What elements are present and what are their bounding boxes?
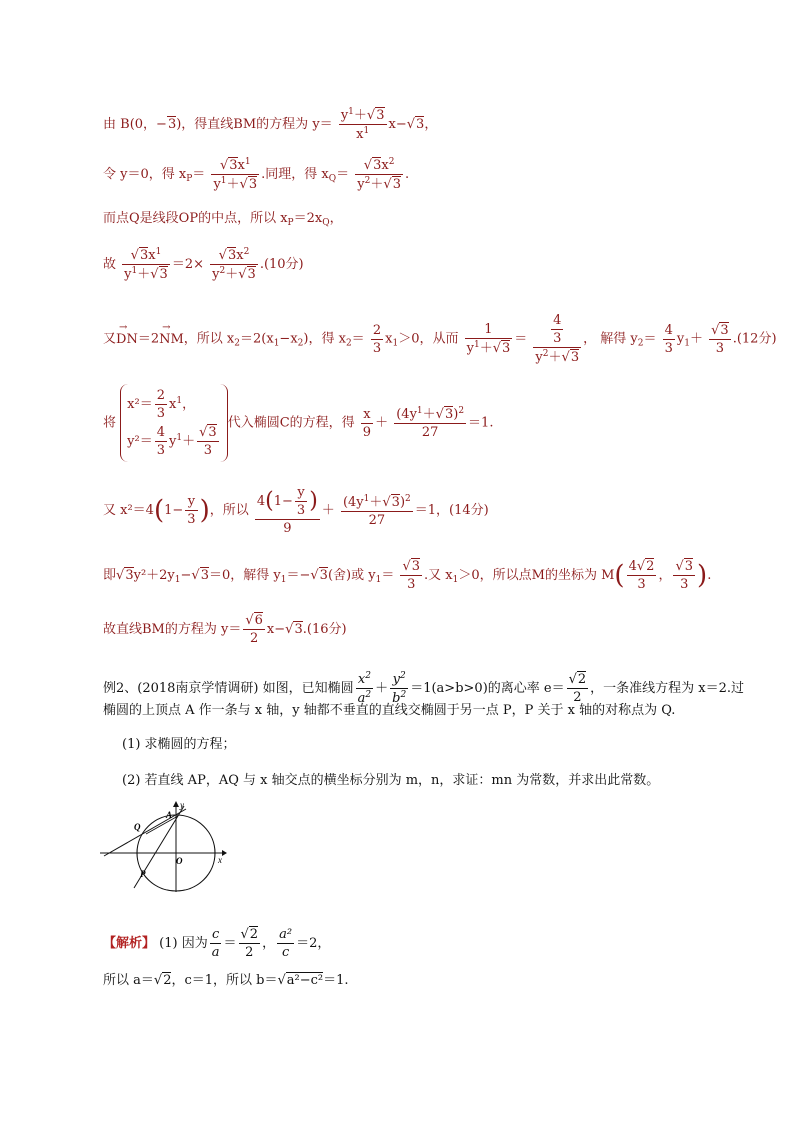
t: 2 (573, 690, 582, 705)
t: x− (266, 622, 286, 637)
t: a (211, 945, 220, 960)
t: ＋ (226, 177, 240, 192)
y-axis-arrow (173, 801, 179, 807)
t: ＋ (689, 331, 703, 347)
t: 即 (103, 568, 117, 583)
fraction (361, 408, 373, 439)
fraction: $\frac{√3}{3}$ (402, 559, 421, 592)
t: ＋ (353, 108, 367, 123)
t: ＝ (139, 397, 153, 412)
t: ， 解得 y (583, 331, 638, 347)
analysis-line1 (103, 928, 330, 959)
t: ＝1. (323, 973, 349, 988)
t: ＝0，解得 y (208, 568, 281, 583)
t: 2 (245, 945, 254, 960)
t: ＝ (643, 331, 657, 347)
fraction: $\frac{√3x^2}{y^2+√3}$ (357, 157, 401, 192)
t: 将 (103, 415, 117, 431)
t: ＝1. (468, 415, 494, 431)
text: 由 (103, 117, 117, 132)
line-aq (104, 809, 186, 856)
t: ＝2(x (240, 331, 274, 347)
eq-line-bm-first: 由 B(0，−3)，得直线BM的方程为 y＝ $\frac{y^1+√3}{x^1}$ x−√3， (103, 107, 438, 142)
line-aq2 (146, 816, 178, 834)
t: (1) 因为 (159, 936, 208, 951)
ellipse-figure (100, 800, 230, 895)
eq-line-xp-xq (103, 158, 409, 191)
t: ＝− (286, 568, 311, 583)
label-q: Q (134, 822, 141, 832)
fraction: $\frac{1}{y^1+√3}$ (466, 322, 511, 356)
t: ＋ (375, 681, 389, 696)
question-2 (122, 774, 659, 787)
fraction: $\frac{√2}{2}$ (568, 672, 587, 705)
label-o: O (176, 856, 183, 866)
t: P (287, 218, 294, 228)
label-a: A (166, 810, 173, 820)
t: 例2、(2018南京学情调研) 如图，已知椭圆 (103, 681, 354, 696)
t: x (381, 158, 389, 173)
t: x (356, 127, 364, 142)
t: y (127, 434, 135, 449)
example2-line1 (103, 672, 744, 705)
t: 27 (421, 425, 439, 440)
vector-nm: → NM (159, 321, 184, 347)
t: 1 (465, 323, 513, 339)
t: y²＋2y (133, 568, 175, 583)
t: x (237, 158, 245, 173)
t: 3 (187, 512, 196, 527)
solve-line: 即$√3y^2+2y_1-√3=0$，解得 $y_1=-√3$(舍)或 $y_1=$ $\frac{√3}{3}$ .又 $x_1>0$，所以点M的坐标为 M( $\frac{4√2}{3}$ ， $\frac{√3}{3}$ ). (103, 559, 712, 592)
t: 2 (577, 672, 587, 687)
t: 代入椭圆C的方程，得 (227, 415, 355, 431)
fraction: $\frac{√3}{3}$ (711, 322, 729, 356)
t: 2 (163, 973, 172, 988)
x-axis-arrow (222, 850, 227, 856)
t: 1− (164, 503, 184, 518)
t: 又 (103, 331, 117, 347)
score-tag: .(12分) (732, 331, 777, 347)
t: 3 (229, 158, 238, 173)
final-bm-line: 故直线BM的方程为 y＝ $\frac{√6}{2}$ x−√3.(16分) (103, 613, 347, 646)
t: ＞0，所以点M的坐标为 M (458, 568, 615, 583)
t: y (185, 495, 197, 511)
eq-line-12: 又 → DN＝2 → NM，所以 $x_2=2(x_1-x_2)$，得 $x_2=$ $\frac{2}{3}$ $x_1>0$，从而 $\frac{1}{y^1+√3}$ ＝ $\frac{\frac{4}{3}}{y^2+√3}$ ， 解得 $y_2=$ $\frac{4}{3}$ $y_1+$ $\frac{√3}{3}$ .(12分) (103, 313, 777, 365)
t: .同理，得 x (261, 167, 329, 182)
t: ， (424, 117, 438, 132)
t: y (676, 331, 685, 347)
t: 9 (362, 424, 372, 440)
text: B(0，− (120, 117, 167, 132)
t: 又 x²＝4 (103, 503, 154, 518)
t: 4 (628, 559, 637, 574)
text: )，得直线BM的方程为 (176, 117, 309, 132)
t: ， (658, 568, 672, 583)
t: 3 (376, 108, 385, 123)
fraction: $\frac{√3}{3}$ (675, 559, 694, 592)
t: ，所以 x (183, 331, 235, 347)
t: (2) 若直线 AP，AQ 与 x 轴交点的横坐标分别为 m，n，求证：mn 为常数，并求出此常数。 (122, 773, 660, 788)
t: x (385, 331, 393, 347)
t: ，c＝1，所以 b＝ (171, 973, 278, 988)
t: ＝2× (171, 257, 204, 272)
t: 27 (368, 512, 386, 528)
label-y: y (180, 800, 184, 810)
t: (4y (396, 407, 417, 422)
t: x (127, 397, 135, 412)
t: ＞0，从而 (398, 331, 459, 347)
fraction: $\frac{y^2}{b^2}$ (392, 671, 407, 706)
t: a² (279, 927, 293, 942)
t: ， (262, 936, 276, 951)
fraction: $\frac{√2}{2}$ (240, 927, 259, 960)
t: NM (159, 331, 184, 347)
fraction: $\frac{√6}{2}$ (245, 613, 263, 646)
fraction: $\frac{(4y^1+√3)^2}{27}$ (396, 406, 465, 440)
t: ＋ (370, 177, 384, 192)
t: 4 (256, 494, 266, 509)
t: 3 (392, 177, 401, 192)
t: )，得 x (303, 331, 346, 347)
t: 2 (249, 927, 259, 942)
t: ＝2， (296, 936, 331, 951)
fraction: $\frac{√3x^1}{y^1+√3}$ (213, 157, 258, 192)
t: a (357, 691, 366, 706)
fraction: $\frac{y^1+√3}{x^1}$ (340, 107, 385, 142)
t: −x (279, 331, 298, 347)
fraction: $\frac{√3x^2}{y^2+√3}$ (212, 247, 256, 282)
fraction: 4(1− $\frac{y}{3}$ ) 9 (256, 485, 318, 536)
t: 9 (283, 521, 292, 536)
label-p: P (140, 869, 146, 879)
t: 3 (553, 331, 562, 346)
fraction: $\frac{\frac{4}{3}}{y^2+√3}$ (535, 313, 580, 365)
t: ) (453, 407, 459, 422)
label-x: x (218, 855, 222, 865)
t: 椭圆的上顶点 A 作一条与 x 轴，y 轴都不垂直的直线交椭圆于另一点 P，P 关于 x 轴的对称点为 Q. (103, 703, 676, 718)
t: 故 (103, 257, 117, 272)
t: y (340, 108, 349, 123)
t: ＝ (381, 568, 395, 583)
t: 4 (553, 313, 562, 328)
score-tag: .(16分) (302, 622, 347, 637)
t: c (281, 945, 290, 960)
t: ， (329, 211, 343, 226)
t: ＝2 (137, 331, 160, 347)
t: 所以 a＝ (103, 973, 154, 988)
fraction: $\frac{x^2}{a^2}$ (357, 671, 372, 706)
fraction: $\frac{2}{3}$ (372, 322, 382, 356)
t: ，所以 (209, 503, 249, 518)
fraction (185, 495, 197, 526)
t: . (707, 568, 712, 583)
t: b (392, 691, 401, 706)
t: y (392, 672, 400, 687)
question-1 (122, 738, 236, 751)
t: y (213, 177, 221, 192)
t: ＝ (351, 331, 365, 347)
t: Q (322, 218, 330, 228)
example2-line2 (103, 704, 675, 717)
eq-line-10 (103, 248, 304, 281)
t: 而点Q是线段OP的中点，所以 x (103, 211, 288, 226)
t: 3 (373, 158, 382, 173)
t: (1) 求椭圆的方程； (122, 737, 236, 752)
t: ＝1，(14分) (414, 503, 489, 518)
analysis-tag: 【解析】 (103, 936, 156, 951)
t: ＝ (336, 167, 350, 182)
t: .又 x (424, 568, 453, 583)
t: 令 y＝0，得 x (103, 167, 187, 182)
t: (舍)或 y (327, 568, 376, 583)
t: x− (388, 117, 407, 132)
t: ＝ (192, 167, 206, 182)
t: Q (328, 174, 337, 184)
t: ＝2x (293, 211, 323, 226)
t: x (357, 672, 366, 687)
t: ) (399, 494, 406, 510)
t: 故直线BM的方程为 y＝ (103, 622, 242, 637)
t: ＋ (375, 415, 389, 431)
fraction (277, 928, 294, 959)
eq-line-14: 又 x²＝4(1− $\frac{y}{3}$ )，所以 4(1− $\frac{y}{3}$ ) 9 ＋ $\frac{(4y^1+√3)^2}{27}$ ＝1，(14分) (103, 485, 489, 536)
t: . (404, 167, 410, 182)
t: ＋ (321, 503, 335, 518)
text: y＝ (312, 117, 333, 132)
t: 3 (294, 622, 303, 637)
t: y (357, 177, 365, 192)
sqrt: 3 (167, 117, 177, 132)
t: ，一条准线方程为 x＝2.过 (590, 681, 745, 696)
fraction: $\frac{4}{3}$ (664, 322, 673, 356)
midpoint-line (103, 212, 343, 228)
fraction: $\frac{√3x^1}{y^1+√3}$ (124, 247, 168, 282)
t: c (210, 928, 222, 944)
t: a²−c² (286, 973, 324, 988)
t: − (180, 568, 192, 583)
t: (4y (342, 494, 364, 510)
t: 3 (416, 117, 425, 132)
t: ＝1(a>b>0)的离心率 e＝ (410, 681, 565, 696)
score-tag: .(10分) (259, 257, 304, 272)
fraction: $\frac{4√2}{3}$ (628, 559, 655, 592)
t: 3 (248, 177, 258, 192)
t: ＝ (223, 936, 237, 951)
t: 2 (249, 631, 259, 646)
substitute-line (103, 384, 493, 462)
equation-system: x²＝ $\frac{2}{3}$ $x^1$， y²＝ $\frac{4}{3}$ $y^1+$ $\frac{√3}{3}$ (120, 384, 228, 462)
t: DN (116, 331, 138, 347)
vector-dn: → DN (116, 321, 138, 347)
analysis-line2: 所以 a＝√2，c＝1，所以 b＝√a²−c²＝1. (103, 973, 349, 988)
fraction (210, 928, 222, 959)
t: P (186, 174, 193, 184)
fraction: $\frac{(4y^1+√3)^2}{27}$ (342, 493, 411, 528)
t: 6 (254, 613, 263, 628)
t: x (361, 408, 373, 424)
